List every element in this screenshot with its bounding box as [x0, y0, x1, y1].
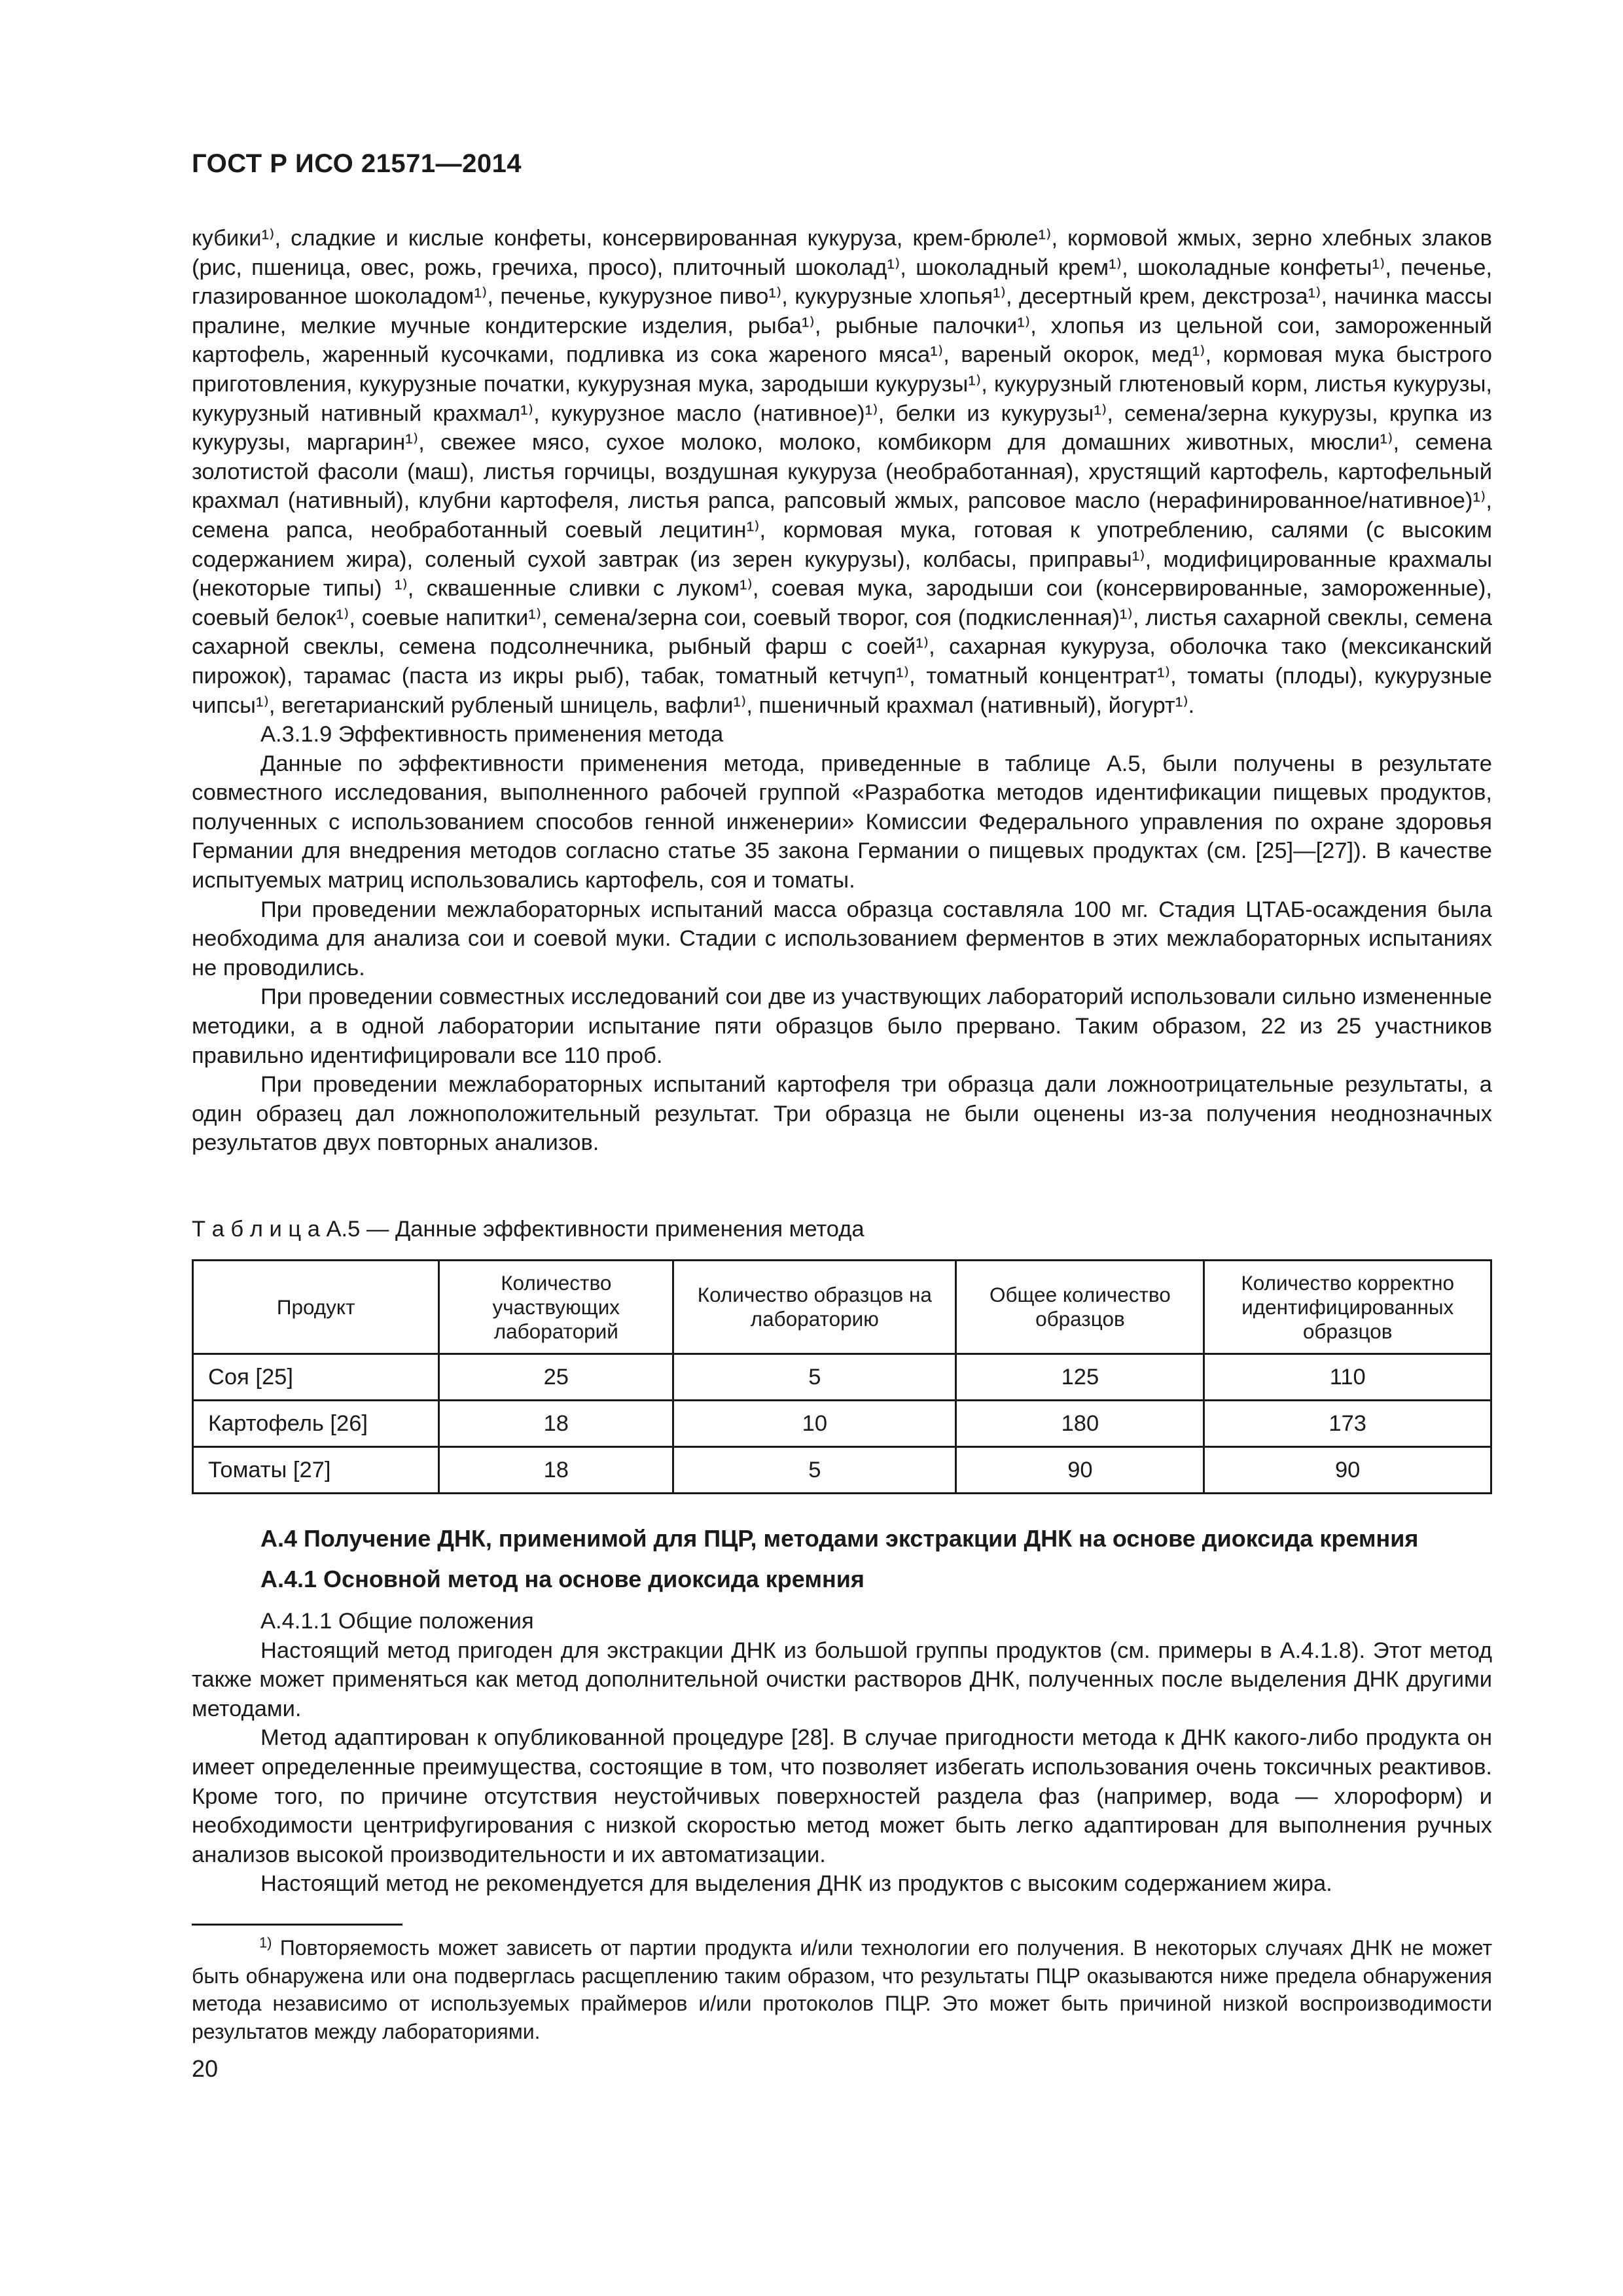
table-caption-label: Т а б л и ц а — [192, 1217, 320, 1242]
table-header-cell: Количество участвующих лабораторий — [439, 1261, 673, 1354]
table-row — [193, 1401, 1491, 1447]
section-a411-heading: А.4.1.1 Общие положения — [260, 1609, 534, 1634]
table-header-cell: Количество образцов на лабораторию — [673, 1261, 956, 1354]
table-header-cell: Продукт — [193, 1261, 439, 1354]
table-header-cell: Количество корректно идентифицированных образцов — [1204, 1261, 1491, 1354]
section-a319-paragraph-3: При проведении совместных исследований сои две из участвующих лабораторий использовали сильно измененные методики, а в одной лаборатории испытание пяти образцов было прервано. Таким образом, 22 из 25 участников правильно идентифицировали все 110 проб. — [192, 984, 1492, 1068]
table-caption — [192, 1215, 865, 1244]
table-cell: 125 — [956, 1354, 1204, 1401]
table-cell: Соя [25] — [193, 1354, 439, 1401]
table-cell: 5 — [673, 1447, 956, 1494]
section-a41-heading: А.4.1 Основной метод на основе диоксида кремния — [260, 1566, 865, 1592]
table-row — [193, 1354, 1491, 1401]
table-cell: 25 — [439, 1354, 673, 1401]
table-row — [193, 1447, 1491, 1494]
footnote-marker: 1) — [259, 1934, 272, 1951]
table-cell: Томаты [27] — [193, 1447, 439, 1494]
footnote — [192, 1934, 1492, 2045]
table-caption-text: А.5 — Данные эффективности применения метода — [326, 1217, 865, 1242]
table-header-row — [193, 1261, 1491, 1354]
table-cell: 180 — [956, 1401, 1204, 1447]
table-cell: Картофель [26] — [193, 1401, 439, 1447]
table-cell: 18 — [439, 1401, 673, 1447]
section-a411-paragraph-3: Настоящий метод не рекомендуется для выделения ДНК из продуктов с высоким содержанием жира. — [260, 1871, 1332, 1897]
section-a319-paragraph-1: Данные по эффективности применения метода, приведенные в таблице А.5, были получены в результате совместного исследования, выполненного рабочей группой «Разработка методов идентификации пищевых продуктов, полученных с использованием способов генной инженерии» Комиссии Федерального управления по охране здоровья Германии для внедрения методов согласно статье 35 закона Германии о пищевых продуктах (см. [25]—[27]). В качестве испытуемых матриц использовались картофель, соя и томаты. — [192, 751, 1492, 893]
table-cell: 18 — [439, 1447, 673, 1494]
performance-table — [192, 1259, 1492, 1494]
table-cell: 110 — [1204, 1354, 1491, 1401]
page-number: 20 — [192, 2055, 219, 2082]
table-cell: 10 — [673, 1401, 956, 1447]
table-cell: 173 — [1204, 1401, 1491, 1447]
footnote-text: Повторяемость может зависеть от партии продукта и/или технологии его получения. В некоторых случаях ДНК не может быть обнаружена или она подверглась расщеплению таким образом, что результаты ПЦР оказываются ниже предела обнаружения метода независимо от используемых праймеров и/или протоколов ПЦР. Это может быть причиной низкой воспроизводимости результатов между лабораториями. — [192, 1936, 1493, 2043]
section-a411-paragraph-1: Настоящий метод пригоден для экстракции ДНК из большой группы продуктов (см. примеры в А.4.1.8). Этот метод также может применяться как метод дополнительной очистки растворов ДНК, полученных после выделения ДНК другими методами. — [192, 1638, 1492, 1721]
section-a319-paragraph-4: При проведении межлабораторных испытаний картофеля три образца дали ложноотрицательные результаты, а один образец дал ложноположительный результат. Три образца не были оценены из-за получения неоднозначных результатов двух повторных анализов. — [192, 1072, 1492, 1156]
document-header: ГОСТ Р ИСО 21571—2014 — [192, 149, 522, 178]
section-a411-paragraph-2: Метод адаптирован к опубликованной процедуре [28]. В случае пригодности метода к ДНК какого-либо продукта он имеет определенные преимущества, состоящие в том, что позволяет избегать использования очень токсичных реактивов. Кроме того, по причине отсутствия неустойчивых поверхностей раздела фаз (например, вода — хлороформ) и необходимости центрифугирования с низкой скоростью метод может быть легко адаптирован для выполнения ручных анализов высокой производительности и их автоматизации. — [192, 1725, 1492, 1867]
footnote-divider — [192, 1924, 402, 1926]
table-cell: 90 — [1204, 1447, 1491, 1494]
section-a319-heading: А.3.1.9 Эффективность применения метода — [260, 722, 724, 747]
section-a319-paragraph-2: При проведении межлабораторных испытаний масса образца составляла 100 мг. Стадия ЦТАБ-осаждения была необходима для анализа сои и соевой муки. Стадии с использованием ферментов в этих межлабораторных испытаниях не проводились. — [192, 897, 1492, 980]
section-a4-heading: А.4 Получение ДНК, применимой для ПЦР, методами экстракции ДНК на основе диоксида кремния — [260, 1525, 1419, 1552]
table-cell: 90 — [956, 1447, 1204, 1494]
body-text-bottom — [192, 1607, 1492, 1899]
intro-paragraph: кубики¹⁾, сладкие и кислые конфеты, консервированная кукуруза, крем-брюле¹⁾, кормовой жмых, зерно хлебных злаков (рис, пшеница, овес, рожь, гречиха, просо), плиточный шоколад¹⁾, шоколадный крем¹⁾, шоколадные конфеты¹⁾, печенье, глазированное шоколадом¹⁾, печенье, кукурузное пиво¹⁾, кукурузные хлопья¹⁾, десертный крем, декстроза¹⁾, начинка массы пралине, мелкие мучные кондитерские изделия, рыба¹⁾, рыбные палочки¹⁾, хлопья из цельной сои, замороженный картофель, жаренный кусочками, подливка из сока жареного мяса¹⁾, вареный окорок, мед¹⁾, кормовая мука быстрого приготовления, кукурузные початки, кукурузная мука, зародыши кукурузы¹⁾, кукурузный глютеновый корм, листья кукурузы, кукурузный нативный крахмал¹⁾, кукурузное масло (нативное)¹⁾, белки из кукурузы¹⁾, семена/зерна кукурузы, крупка из кукурузы, маргарин¹⁾, свежее мясо, сухое молоко, молоко, комбикорм для домашних животных, мюсли¹⁾, семена золотистой фасоли (маш), листья горчицы, воздушная кукуруза (необработанная), хрустящий картофель, картофельный крахмал (нативный), клубни картофеля, листья рапса, рапсовый жмых, рапсовое масло (нерафинированное/нативное)¹⁾, семена рапса, необработанный соевый лецитин¹⁾, кормовая мука, готовая к употреблению, салями (с высоким содержанием жира), соленый сухой завтрак (из зерен кукурузы), колбасы, приправы¹⁾, модифицированные крахмалы (некоторые типы) ¹⁾, сквашенные сливки с луком¹⁾, соевая мука, зародыши сои (консервированные, замороженные), соевый белок¹⁾, соевые напитки¹⁾, семена/зерна сои, соевый творог, соя (подкисленная)¹⁾, листья сахарной свеклы, семена сахарной свеклы, семена подсолнечника, рыбный фарш с соей¹⁾, сахарная кукуруза, оболочка тако (мексиканский пирожок), тарамас (паста из икры рыб), табак, томатный кетчуп¹⁾, томатный концентрат¹⁾, томаты (плоды), кукурузные чипсы¹⁾, вегетарианский рубленый шницель, вафли¹⁾, пшеничный крахмал (нативный), йогурт¹⁾. — [192, 226, 1492, 718]
table-cell: 5 — [673, 1354, 956, 1401]
body-text-top — [192, 224, 1492, 1158]
table-header-cell: Общее количество образцов — [956, 1261, 1204, 1354]
